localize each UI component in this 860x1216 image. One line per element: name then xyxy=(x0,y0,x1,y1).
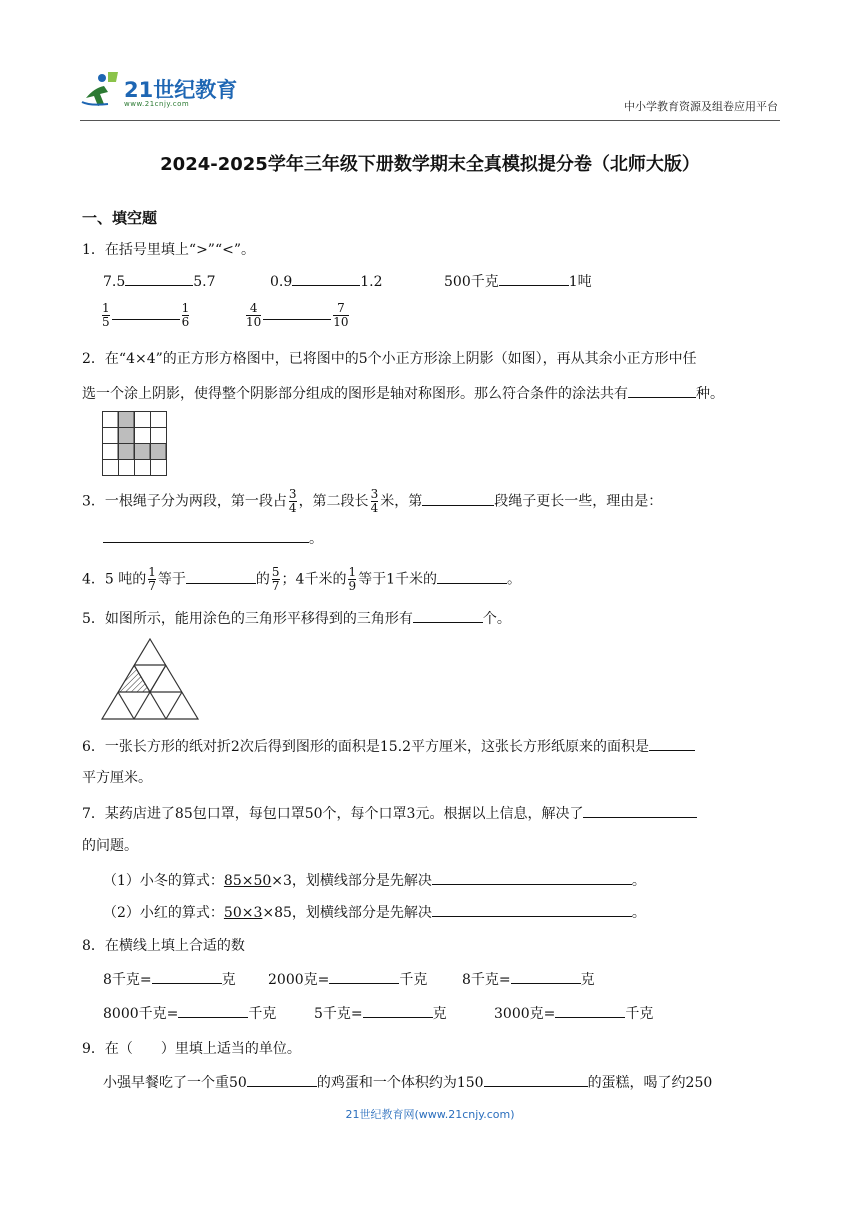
q2-line2 xyxy=(82,383,724,403)
logo-url: www.21cnjy.com xyxy=(124,100,190,108)
q1-row2-2 xyxy=(244,302,351,329)
q1-blank-5[interactable] xyxy=(263,305,331,320)
q8-r2-2 xyxy=(314,1003,447,1023)
q1-d: 1.2 xyxy=(360,274,383,290)
q3-blank-2[interactable] xyxy=(103,528,309,543)
q1-a: 7.5 xyxy=(103,274,126,290)
q8-blank[interactable] xyxy=(363,1003,433,1018)
q2-blank[interactable] xyxy=(628,383,696,398)
q8-label: 8000千克= xyxy=(103,1006,179,1022)
q6-line2: 平方厘米。 xyxy=(82,770,152,786)
q8-label: 2000克= xyxy=(268,972,330,988)
q7-s1-end: 。 xyxy=(631,873,646,889)
triangle-figure xyxy=(100,638,200,720)
shaded-cell xyxy=(118,412,134,428)
q6-blank[interactable] xyxy=(649,736,695,751)
q5-blank[interactable] xyxy=(413,608,483,623)
q4-line xyxy=(82,566,521,593)
q8-blank[interactable] xyxy=(178,1003,248,1018)
q1-blank-2[interactable] xyxy=(292,271,360,286)
q4-blank-1[interactable] xyxy=(186,569,256,584)
q3-text-a: 3．一根绳子分为两段，第一段占 xyxy=(82,493,287,510)
shaded-cell xyxy=(150,444,166,460)
shaded-triangle xyxy=(118,665,150,692)
fraction: $\frac{1}{9}$ xyxy=(348,565,357,593)
q7-blank-1[interactable] xyxy=(583,803,697,818)
q7-s1-text: ×3，划横线部分是先解决 xyxy=(271,873,432,889)
q3-line1 xyxy=(82,488,662,515)
q8-unit: 千克 xyxy=(399,972,428,988)
q8-stem: 8．在横线上填上合适的数 xyxy=(82,938,245,954)
q9-text-a: 小强早餐吃了一个重50 xyxy=(103,1075,247,1091)
q3-text-d: 段绳子更长一些，理由是： xyxy=(494,493,663,510)
q1-row2 xyxy=(100,302,191,329)
q9-line xyxy=(103,1072,712,1092)
shaded-cell xyxy=(134,444,150,460)
q2-line1: 2．在“4×4”的正方形方格图中，已将图中的5个小正方形涂上阴影（如图），再从其余小正方形中任 xyxy=(82,351,697,367)
q5-unit: 个。 xyxy=(482,611,511,627)
q5-text: 5．如图所示，能用涂色的三角形平移得到的三角形有 xyxy=(82,611,413,627)
q8-label: 8千克= xyxy=(103,972,152,988)
q7-s1-underlined: 85×50 xyxy=(223,873,272,889)
logo-text: 21世纪教育 xyxy=(124,78,238,102)
fraction: $\frac{1}{7}$ xyxy=(148,565,156,593)
q8-blank[interactable] xyxy=(555,1003,625,1018)
q1-blank-1[interactable] xyxy=(125,271,193,286)
q7-text: 7．某药店进了85包口罩，每包口罩50个，每个口罩3元。根据以上信息，解决了 xyxy=(82,806,584,822)
page-title: 2024-2025学年三年级下册数学期末全真模拟提分卷（北师大版） xyxy=(160,154,700,175)
q3-blank-1[interactable] xyxy=(422,491,494,506)
q4-text-c: 的 xyxy=(255,571,270,588)
q9-blank-1[interactable] xyxy=(247,1072,317,1087)
q8-label: 3000克= xyxy=(494,1006,556,1022)
q1-e: 500千克 xyxy=(444,274,499,290)
shaded-cell xyxy=(118,428,134,444)
fraction: $\frac{7}{10}$ xyxy=(333,301,349,329)
header-divider xyxy=(80,120,780,121)
q9-text-b: 的鸡蛋和一个体积约为150 xyxy=(316,1075,484,1091)
q8-blank[interactable] xyxy=(511,969,581,984)
q4-blank-2[interactable] xyxy=(437,569,507,584)
q1-c: 0.9 xyxy=(270,274,293,290)
q1-blank-3[interactable] xyxy=(499,271,569,286)
q8-unit: 克 xyxy=(221,972,236,988)
shaded-cell xyxy=(118,444,134,460)
q2-unit: 种。 xyxy=(696,386,724,402)
platform-label: 中小学教育资源及组卷应用平台 xyxy=(624,100,778,113)
q7-blank-3[interactable] xyxy=(432,902,632,917)
q7-s2-end: 。 xyxy=(631,905,646,921)
q8-r2-3 xyxy=(494,1003,653,1023)
q3-text-c: 米，第 xyxy=(380,493,423,510)
q2-text: 选一个涂上阴影，使得整个阴影部分组成的图形是轴对称图形。那么符合条件的涂法共有 xyxy=(82,386,628,402)
fraction: $\frac{3}{4}$ xyxy=(370,487,379,515)
q8-r1-1 xyxy=(103,969,236,989)
grid-figure xyxy=(102,411,168,477)
section-heading: 一、填空题 xyxy=(82,209,158,227)
q8-blank[interactable] xyxy=(152,969,222,984)
q7-sub2 xyxy=(103,902,646,922)
q7-line1 xyxy=(82,803,697,823)
fraction: $\frac{4}{10}$ xyxy=(246,301,262,329)
q8-blank[interactable] xyxy=(329,969,399,984)
q3-end: 。 xyxy=(309,531,323,547)
q5-line xyxy=(82,608,511,628)
q7-blank-2[interactable] xyxy=(432,870,632,885)
q1-row1-2 xyxy=(270,271,383,290)
logo xyxy=(78,68,248,112)
q4-text-a: 4．5 吨的 xyxy=(82,571,147,588)
q1-row1 xyxy=(103,271,216,290)
fraction: $\frac{1}{5}$ xyxy=(102,301,110,329)
footer: 21世纪教育网(www.21cnjy.com) xyxy=(345,1108,515,1121)
q8-r2-1 xyxy=(103,1003,276,1023)
q4-text-d: ；4千米的 xyxy=(281,571,347,588)
q8-label: 5千克= xyxy=(314,1006,363,1022)
q6-text: 6．一张长方形的纸对折2次后得到图形的面积是15.2平方厘米，这张长方形纸原来的面积是 xyxy=(82,739,649,755)
q1-stem: 1．在括号里填上“>”“<”。 xyxy=(82,242,255,258)
q7-s2-underlined: 50×3 xyxy=(223,905,263,921)
fraction: $\frac{1}{6}$ xyxy=(181,301,190,329)
q9-text-c: 的蛋糕，喝了约250 xyxy=(587,1075,713,1091)
fraction: $\frac{3}{4}$ xyxy=(288,487,297,515)
fraction: $\frac{5}{7}$ xyxy=(271,565,280,593)
q8-r1-2 xyxy=(268,969,427,989)
q3-text-b: ，第二段长 xyxy=(298,493,369,510)
q7-sub1 xyxy=(103,870,646,890)
q6-line1 xyxy=(82,736,695,756)
q9-blank-2[interactable] xyxy=(484,1072,588,1087)
q7-s1-label: （1）小冬的算式： xyxy=(103,873,224,889)
q8-unit: 千克 xyxy=(248,1006,277,1022)
q3-line2 xyxy=(103,528,323,548)
q1-blank-4[interactable] xyxy=(112,305,180,320)
q4-text-e: 等于1千米的 xyxy=(358,571,438,588)
q1-b: 5.7 xyxy=(193,274,216,290)
q7-line2: 的问题。 xyxy=(82,838,138,854)
q8-unit: 千克 xyxy=(625,1006,654,1022)
q4-text-b: 等于 xyxy=(157,571,186,588)
q1-f: 1吨 xyxy=(568,274,592,290)
q8-unit: 克 xyxy=(580,972,595,988)
runner-logo-icon xyxy=(78,68,122,112)
q7-s2-text: ×85，划横线部分是先解决 xyxy=(262,905,432,921)
q8-label: 8千克= xyxy=(462,972,511,988)
q8-unit: 克 xyxy=(432,1006,447,1022)
q8-r1-3 xyxy=(462,969,595,989)
q9-stem: 9．在（ ）里填上适当的单位。 xyxy=(82,1041,301,1057)
q7-s2-label: （2）小红的算式： xyxy=(103,905,224,921)
q1-row1-3 xyxy=(444,271,592,291)
q4-end: 。 xyxy=(507,571,522,588)
